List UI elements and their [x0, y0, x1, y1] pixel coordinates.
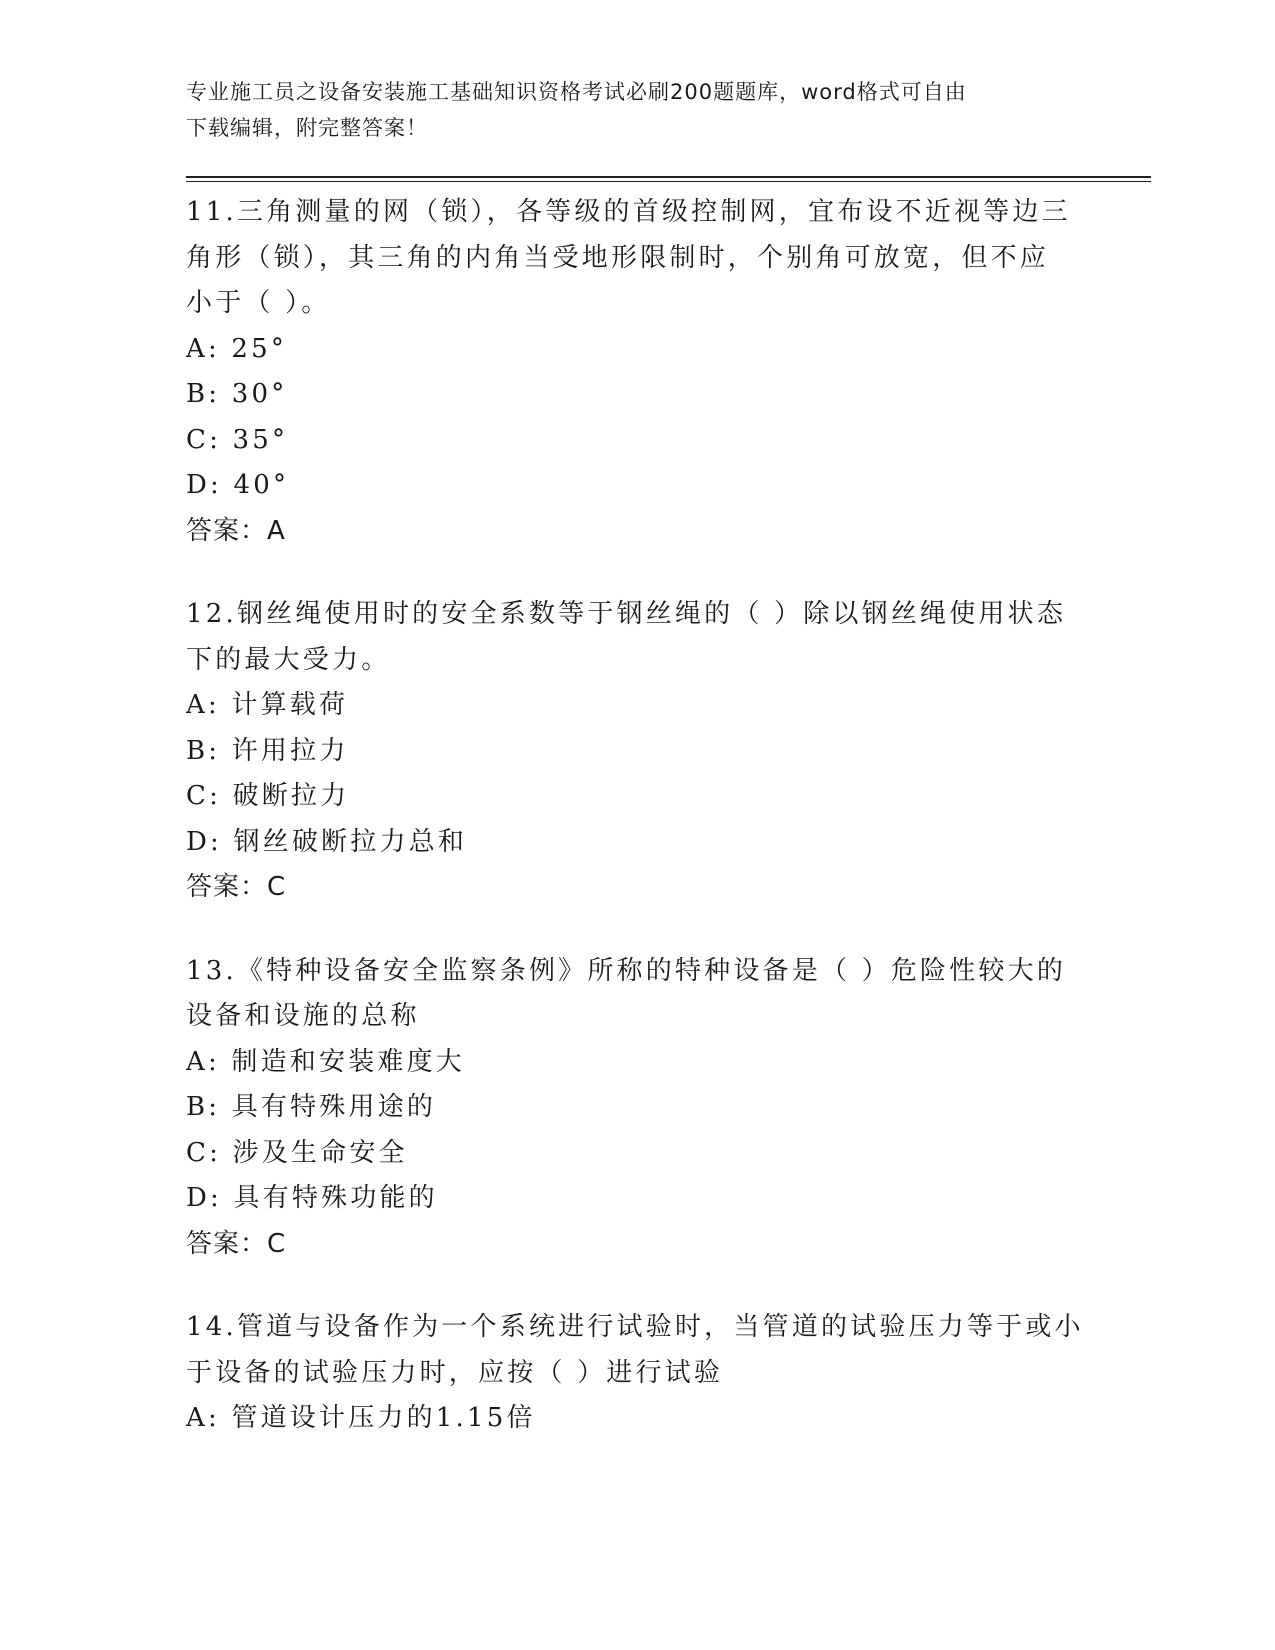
- question-14-text-line-2: 于设备的试验压力时，应按（ ）进行试验: [186, 1357, 724, 1388]
- question-11-text-line-3: 小于（ ）。: [186, 288, 331, 318]
- question-11: [186, 190, 1086, 554]
- question-13-option-a: A: 制造和安装难度大: [186, 1046, 466, 1077]
- question-11-option-c: C: 35°: [186, 424, 289, 455]
- question-12-option-a: A: 计算载荷: [186, 690, 349, 720]
- question-11-option-a: A: 25°: [186, 333, 288, 364]
- question-12-text-line-2: 下的最大受力。: [186, 644, 391, 675]
- question-12-option-b: B: 许用拉力: [186, 735, 349, 766]
- question-14-option-a: A: 管道设计压力的1.15倍: [186, 1403, 536, 1433]
- header-line-2: 下载编辑，附完整答案！: [186, 116, 428, 140]
- question-13-text-line-1: 13.《特种设备安全监察条例》所称的特种设备是（ ）危险性较大的: [186, 955, 1067, 986]
- document-header: [186, 74, 1086, 146]
- question-11-text-line-1: 11.三角测量的网（锁），各等级的首级控制网，宜布设不近视等边三: [186, 197, 1071, 227]
- question-13-option-b: B: 具有特殊用途的: [186, 1092, 437, 1122]
- question-12-text-line-1: 12.钢丝绳使用时的安全系数等于钢丝绳的（ ）除以钢丝绳使用状态: [186, 599, 1067, 629]
- question-14-text-line-1: 14.管道与设备作为一个系统进行试验时，当管道的试验压力等于或小: [186, 1312, 1084, 1342]
- question-12: [186, 592, 1086, 911]
- header-divider-thick: [186, 176, 1151, 178]
- question-12-answer: 答案：C: [186, 872, 287, 902]
- header-line-1: 专业施工员之设备安装施工基础知识资格考试必刷200题题库，word格式可自由: [186, 80, 967, 104]
- header-divider-thin: [186, 181, 1151, 182]
- question-13-text-line-2: 设备和设施的总称: [186, 1001, 420, 1031]
- question-12-option-d: D: 钢丝破断拉力总和: [186, 826, 468, 857]
- question-13-answer: 答案：C: [186, 1228, 287, 1259]
- question-12-option-c: C: 破断拉力: [186, 781, 350, 811]
- question-13: [186, 949, 1086, 1268]
- question-11-answer: 答案：A: [186, 515, 286, 546]
- question-list: [186, 190, 1086, 1480]
- question-11-text-line-2: 角形（锁），其三角的内角当受地形限制时，个别角可放宽，但不应: [186, 242, 1050, 273]
- question-13-option-c: C: 涉及生命安全: [186, 1137, 408, 1168]
- question-14: [186, 1305, 1086, 1442]
- question-11-option-b: B: 30°: [186, 379, 288, 409]
- question-13-option-d: D: 具有特殊功能的: [186, 1183, 438, 1213]
- question-11-option-d: D: 40°: [186, 470, 290, 500]
